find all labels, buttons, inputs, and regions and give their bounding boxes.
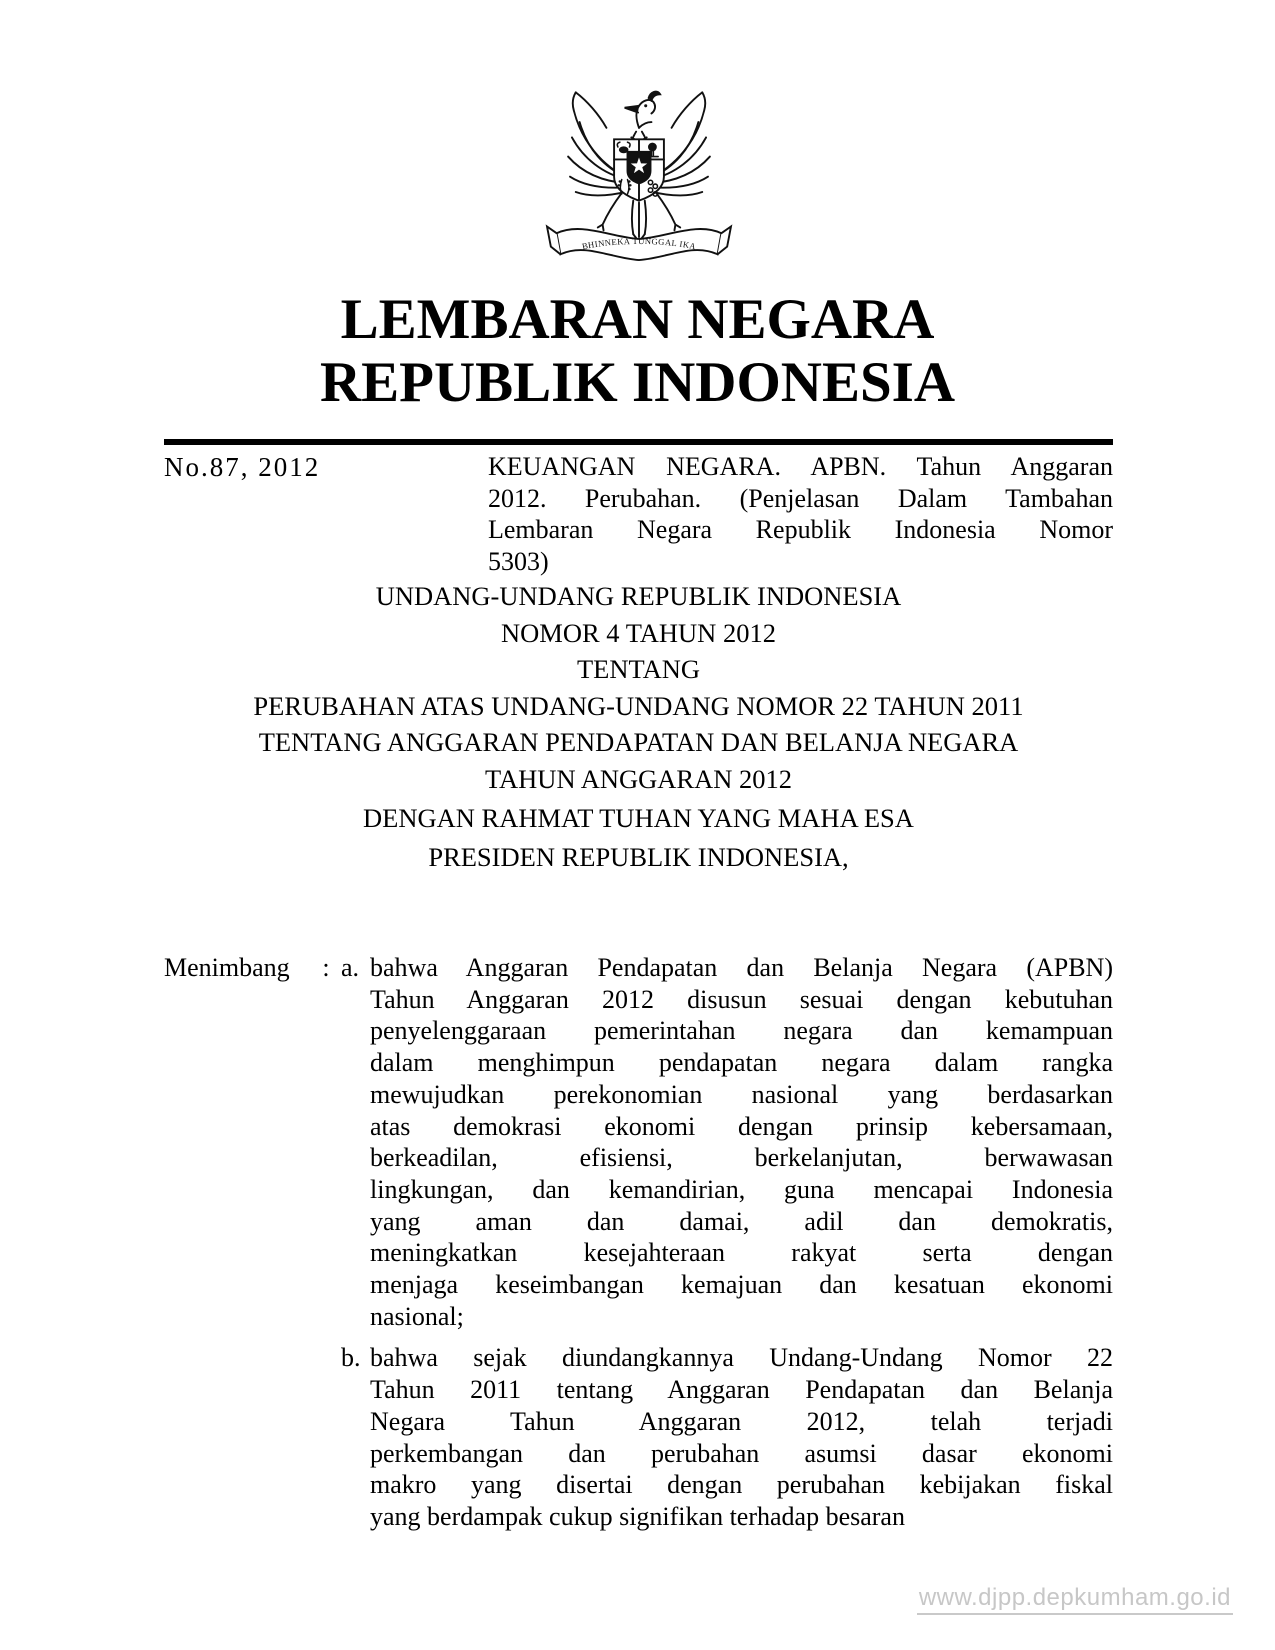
text-line: NOMOR 4 TAHUN 2012	[501, 617, 776, 648]
left-leg	[598, 193, 622, 230]
footer-watermark-url[interactable]: www.djpp.depkumham.go.id	[917, 1584, 1233, 1615]
text-line: mewujudkan perekonomian nasional yang berdasarkan	[370, 1079, 1113, 1109]
issue-number: No.87, 2012	[164, 452, 321, 482]
text-line: bahwa sejak diundangkannya Undang-Undang Nomor 22	[370, 1343, 1113, 1373]
salutation: PRESIDEN REPUBLIK INDONESIA,	[428, 842, 849, 872]
text-line: TAHUN ANGGARAN 2012	[484, 763, 793, 794]
text-line: yang berdampak cukup signifikan terhadap besaran	[370, 1501, 905, 1531]
law-title-block	[164, 578, 1113, 798]
right-leg	[656, 193, 680, 230]
masthead	[0, 288, 1275, 414]
text-line: bahwa Anggaran Pendapatan dan Belanja Negara (APBN)	[370, 953, 1113, 982]
text-line: nasional;	[370, 1301, 464, 1331]
motto-text: BHINNEKA TUNGGAL IKA	[581, 235, 697, 252]
text-line: Negara Tahun Anggaran 2012, telah terjadi	[370, 1406, 1113, 1436]
item-marker: b.	[341, 1343, 361, 1373]
considerations-items	[341, 952, 1113, 1533]
text-line: PERUBAHAN ATAS UNDANG-UNDANG NOMOR 22 TAHUN 2011	[253, 690, 1024, 721]
consideration-item-a	[341, 952, 1113, 1332]
divider-rule	[164, 439, 1113, 445]
considerations-section	[164, 952, 1113, 1533]
text-line: UNDANG-UNDANG REPUBLIK INDONESIA	[375, 581, 902, 611]
text-line: KEUANGAN NEGARA. APBN. Tahun Anggaran	[488, 452, 1113, 481]
text-line: perkembangan dan perubahan asumsi dasar ekonomi	[370, 1438, 1113, 1468]
text-line: Tahun 2011 tentang Anggaran Pendapatan dan Belanja	[370, 1375, 1113, 1405]
considerations-colon: :	[322, 953, 330, 982]
consideration-item-b	[341, 1342, 1113, 1532]
considerations-row	[164, 952, 1113, 1533]
masthead-line2: REPUBLIK INDONESIA	[319, 351, 956, 414]
text-line: penyelenggaraan pemerintahan negara dan kemampuan	[370, 1016, 1113, 1046]
text-line: menjaga keseimbangan kemajuan dan kesatuan ekonomi	[370, 1270, 1113, 1300]
item-text	[370, 1342, 1113, 1532]
subject-summary	[488, 451, 1113, 578]
text-line: atas demokrasi ekonomi dengan prinsip kebersamaan,	[370, 1111, 1113, 1141]
text-line: berkeadilan, efisiensi, berkelanjutan, berwawasan	[370, 1143, 1113, 1173]
garuda-head-icon	[625, 92, 660, 128]
text-line: yang aman dan damai, adil dan demokratis,	[370, 1206, 1113, 1236]
item-marker: a.	[341, 953, 360, 982]
text-line: lingkungan, dan kemandirian, guna mencapai Indonesia	[370, 1174, 1113, 1204]
tail-feathers	[632, 201, 646, 242]
text-line: 5303)	[488, 547, 549, 577]
text-line: makro yang disertai dengan perubahan kebijakan fiskal	[370, 1470, 1113, 1500]
pancasila-shield	[614, 139, 664, 200]
text-line: meningkatkan kesejahteraan rakyat serta dengan	[370, 1238, 1113, 1268]
item-text	[370, 952, 1113, 1332]
considerations-label: Menimbang	[164, 953, 290, 982]
garuda-pancasila-emblem	[543, 78, 735, 284]
header-row	[164, 451, 1113, 578]
text-line: 2012. Perubahan. (Penjelasan Dalam Tambahan	[488, 483, 1113, 513]
invocation: DENGAN RAHMAT TUHAN YANG MAHA ESA	[363, 803, 914, 833]
text-line: Lembaran Negara Republik Indonesia Nomor	[488, 515, 1113, 545]
text-line: TENTANG ANGGARAN PENDAPATAN DAN BELANJA NEGARA	[258, 727, 1019, 758]
text-line: dalam menghimpun pendapatan negara dalam rangka	[370, 1048, 1113, 1078]
masthead-line1: LEMBARAN NEGARA	[340, 288, 935, 351]
text-line: Tahun Anggaran 2012 disusun sesuai dengan kebutuhan	[370, 984, 1113, 1014]
text-line: TENTANG	[577, 654, 700, 685]
